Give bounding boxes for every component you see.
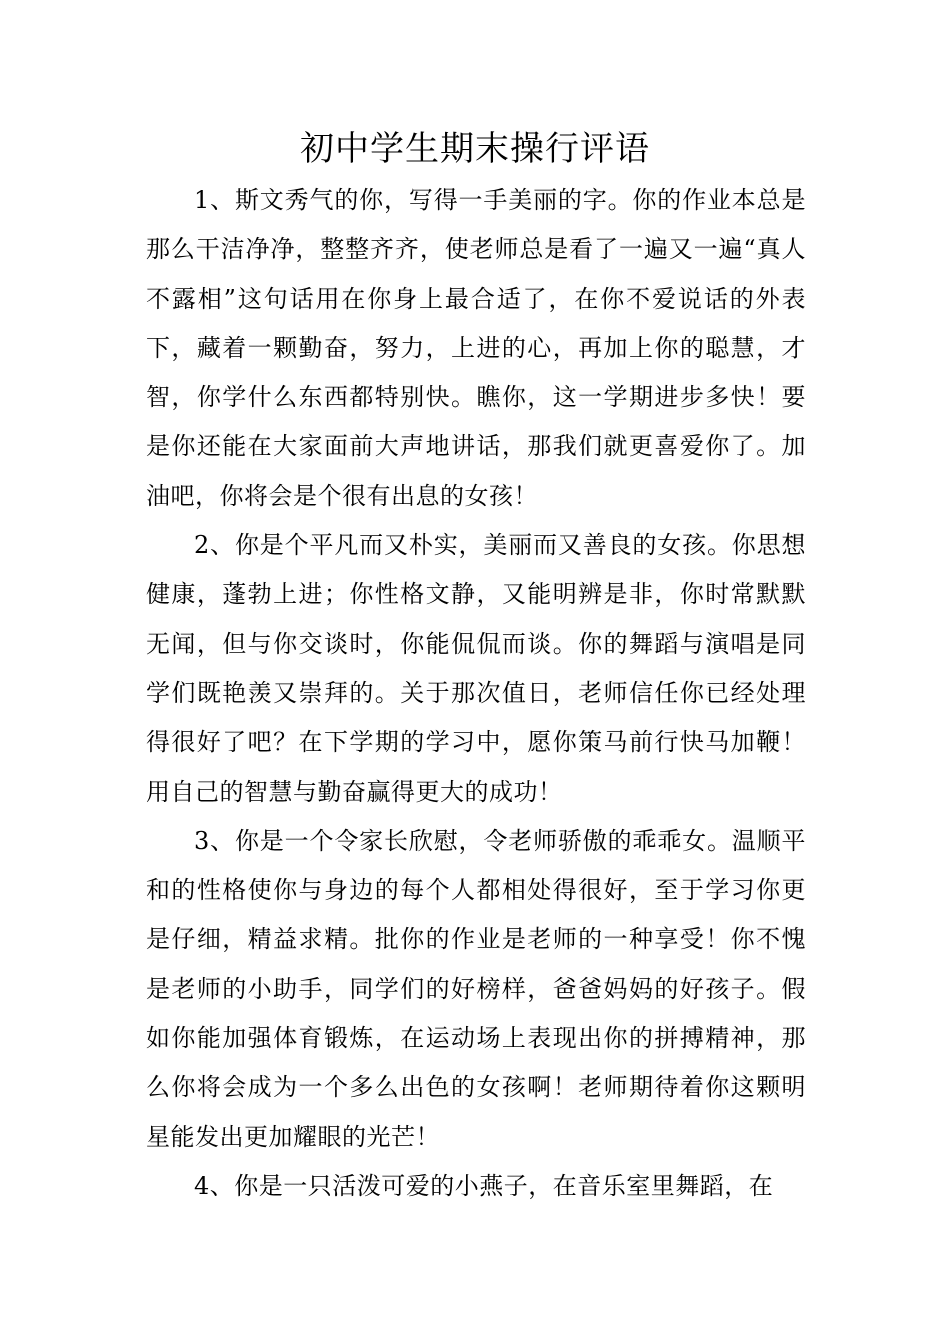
document-body	[146, 176, 806, 1211]
document-title: 初中学生期末操行评语	[300, 129, 650, 169]
comment-paragraph-4: 4、你是一只活泼可爱的小燕子，在音乐室里舞蹈，在	[194, 1171, 774, 1200]
comment-paragraph-1: 1、斯文秀气的你，写得一手美丽的字。你的作业本总是那么干洁净净，整整齐齐，使老师总是看了一遍又一遍“真人不露相”这句话用在你身上最合适了，在你不爱说话的外表下，藏着一颗勤奋，努力，上进的心，再加上你的聪慧，才智，你学什么东西都特别快。瞧你，这一学期进步多快！要是你还能在大家面前大声地讲话，那我们就更喜爱你了。加油吧，你将会是个很有出息的女孩！	[146, 186, 806, 510]
comment-paragraph-3: 3、你是一个令家长欣慰，令老师骄傲的乖乖女。温顺平和的性格使你与身边的每个人都相处得很好，至于学习你更是仔细，精益求精。批你的作业是老师的一种享受！你不愧是老师的小助手，同学们的好榜样，爸爸妈妈的好孩子。假如你能加强体育锻炼，在运动场上表现出你的拼搏精神，那么你将会成为一个多么出色的女孩啊！老师期待着你这颗明星能发出更加耀眼的光芒！	[146, 826, 806, 1151]
comment-paragraph-2: 2、你是个平凡而又朴实，美丽而又善良的女孩。你思想健康，蓬勃上进；你性格文静，又能明辨是非，你时常默默无闻，但与你交谈时，你能侃侃而谈。你的舞蹈与演唱是同学们既艳羡又崇拜的。关于那次值日，老师信任你已经处理得很好了吧？在下学期的学习中，愿你策马前行快马加鞭！用自己的智慧与勤奋赢得更大的成功！	[146, 531, 806, 806]
